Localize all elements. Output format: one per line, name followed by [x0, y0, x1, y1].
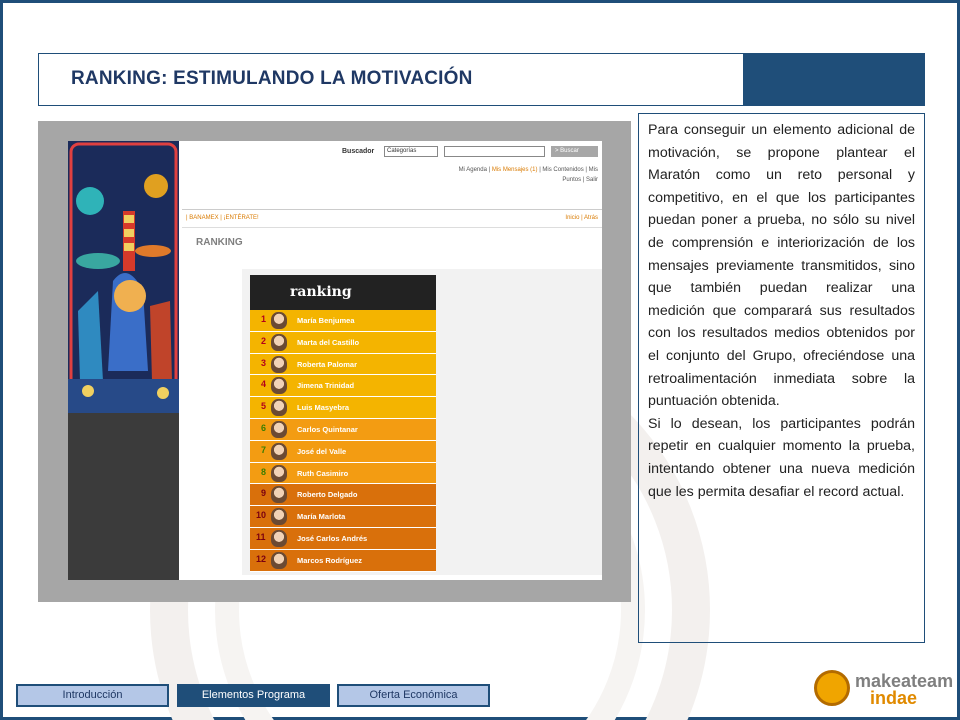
- avatar: [271, 356, 287, 373]
- ranking-row: [250, 441, 436, 463]
- illustration-image: [68, 141, 179, 413]
- avatar: [271, 334, 287, 351]
- ranking-row: [250, 397, 436, 419]
- page-title: RANKING: ESTIMULANDO LA MOTIVACIÓN: [71, 68, 473, 89]
- category-select[interactable]: Categorías: [384, 146, 438, 157]
- messages-link[interactable]: Mis Mensajes (1): [491, 167, 538, 173]
- title-accent-block: [743, 54, 924, 105]
- ranking-row: [250, 484, 436, 506]
- search-label: Buscador: [342, 148, 375, 155]
- points-logout-links[interactable]: Puntos | Salir: [562, 177, 598, 183]
- ranking-row: [250, 463, 436, 485]
- avatar: [271, 399, 287, 416]
- contents-link[interactable]: | Mis Contenidos | Mis: [539, 167, 598, 173]
- tab-oferta-economica[interactable]: Oferta Económica: [337, 684, 490, 707]
- participant-name: Marcos Rodríguez: [297, 555, 363, 565]
- participant-name: José del Valle: [297, 446, 347, 456]
- logo-text-indae: indae: [870, 688, 918, 708]
- illustration-panel: [68, 141, 179, 580]
- ranking-row: [250, 419, 436, 441]
- ranking-row: [250, 506, 436, 528]
- rank-position: 6: [261, 422, 267, 433]
- avatar: [271, 465, 287, 482]
- ranking-heading: RANKING: [196, 237, 243, 248]
- agenda-link[interactable]: Mi Agenda |: [458, 167, 491, 173]
- rank-position: 8: [261, 466, 267, 477]
- rank-position: 12: [256, 553, 267, 564]
- avatar: [271, 552, 287, 569]
- avatar: [271, 312, 287, 329]
- avatar: [271, 486, 287, 503]
- section-links[interactable]: | BANAMEX | ¡ENTÉRATE!: [186, 215, 259, 221]
- rank-position: 1: [261, 314, 267, 324]
- description-paragraph-1: Para conseguir un elemento adicional de motivación, se propone plantear el Maratón como un reto personal y competitivo, en el que los participantes puedan poner a prueba, no sólo su nivel de comprensión e interiorización de los mensajes previamente transmitidos, sino que también puedan realizar una medición que comparará sus resultados con los resultados medios obtenidos por el conjunto del Grupo, ofreciéndose una retroalimentación inmediata sobre la puntuación obtenida.: [648, 122, 915, 410]
- makeateam-logo-icon: [814, 670, 850, 706]
- participant-name: Carlos Quintanar: [297, 424, 358, 434]
- ranking-list: [250, 310, 436, 572]
- search-input[interactable]: [444, 146, 545, 157]
- participant-name: Marta del Castillo: [297, 337, 360, 347]
- logo-text-makeateam: makeateam: [855, 671, 954, 691]
- screenshot-frame: [38, 121, 631, 602]
- ranking-row: [250, 375, 436, 397]
- avatar: [271, 377, 287, 394]
- ranking-row: [250, 354, 436, 376]
- participant-name: Ruth Casimiro: [297, 468, 349, 478]
- avatar: [271, 530, 287, 547]
- avatar: [271, 421, 287, 438]
- retro-city-illustration: [68, 141, 179, 413]
- description-paragraph-2: Si lo desean, los participantes podrán repetir en cualquier momento la prueba, intentando obtener una nueva medición que les permita desafiar el record actual.: [648, 415, 915, 500]
- rank-position: 4: [261, 379, 267, 390]
- ranking-row: [250, 528, 436, 550]
- rank-position: 7: [261, 444, 267, 455]
- participant-name: Luis Masyebra: [297, 403, 350, 413]
- participant-name: María Benjumea: [297, 316, 355, 325]
- rank-position: 2: [261, 335, 267, 346]
- tab-elementos-programa[interactable]: Elementos Programa: [177, 684, 330, 707]
- ranking-row: [250, 310, 436, 332]
- ranking-board: [250, 275, 436, 572]
- participant-name: Jimena Trinidad: [297, 381, 355, 391]
- avatar: [271, 443, 287, 460]
- rank-position: 9: [261, 488, 267, 499]
- rank-position: 11: [256, 531, 266, 542]
- description-box: [638, 113, 925, 643]
- participant-name: José Carlos Andrés: [297, 533, 368, 543]
- title-bar: [38, 53, 925, 106]
- user-nav-line1: [459, 167, 598, 173]
- home-back-links[interactable]: Inicio | Atrás: [565, 215, 598, 221]
- embedded-screenshot: [68, 141, 602, 580]
- ranking-board-title: ranking: [250, 275, 436, 310]
- participant-name: María Marlota: [297, 512, 346, 522]
- search-button[interactable]: > Buscar: [551, 146, 598, 157]
- divider: [182, 227, 602, 228]
- tab-introduccion[interactable]: Introducción: [16, 684, 169, 707]
- avatar: [271, 508, 287, 525]
- participant-name: Roberta Palomar: [297, 359, 358, 369]
- rank-position: 3: [261, 357, 267, 368]
- rank-position: 5: [261, 401, 267, 412]
- ranking-row: [250, 332, 436, 354]
- participant-name: Roberto Delgado: [297, 490, 358, 500]
- ranking-row: [250, 550, 436, 572]
- divider: [182, 209, 602, 210]
- rank-position: 10: [256, 510, 267, 521]
